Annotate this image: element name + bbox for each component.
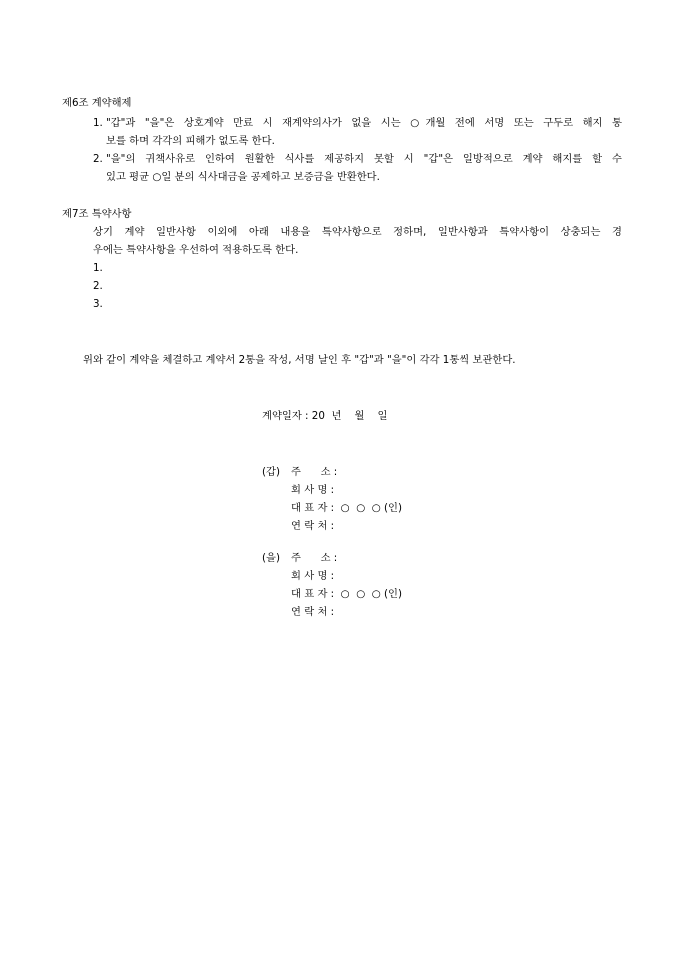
- party-a-contact: 연 락 처 :: [291, 520, 335, 532]
- party-a-company: 회 사 명 :: [291, 484, 335, 496]
- article6-item2-number: 2.: [93, 153, 103, 165]
- article7-para-line2: 우에는 특약사항을 우선하여 적용하도록 한다.: [93, 244, 299, 256]
- article6-item1-line2: 보를 하며 각각의 피해가 없도록 한다.: [106, 135, 275, 147]
- party-b-contact: 연 락 처 :: [291, 606, 335, 618]
- party-a-representative: 대 표 자 : ○ ○ ○ (인): [291, 502, 402, 514]
- article6-item2-line1: "을"의 귀책사유로 인하여 원활한 식사를 제공하지 못할 시 "갑"은 일방적으로 계약 해지를 할 수: [106, 153, 622, 165]
- article7-heading: 제7조 특약사항: [62, 208, 132, 220]
- article6-item2-line2: 있고 평균 ○일 분의 식사대금을 공제하고 보증금을 반환한다.: [106, 171, 380, 183]
- article6-item1-number: 1.: [93, 117, 103, 129]
- party-b-address: 주 소 :: [291, 552, 338, 564]
- article7-item-2: 2.: [93, 280, 103, 292]
- party-b-company: 회 사 명 :: [291, 570, 335, 582]
- party-b-representative: 대 표 자 : ○ ○ ○ (인): [291, 588, 402, 600]
- party-a-label: (갑): [262, 466, 280, 478]
- party-b-label: (을): [262, 552, 280, 564]
- article7-para-line1: 상기 계약 일반사항 이외에 아래 내용을 특약사항으로 정하며, 일반사항과 특약사항이 상충되는 경: [93, 226, 622, 238]
- closing-statement: 위와 같이 계약을 체결하고 계약서 2통을 작성, 서명 날인 후 "갑"과 "을"이 각각 1통씩 보관한다.: [83, 354, 516, 366]
- contract-date-line: 계약일자 : 20 년 월 일: [262, 410, 388, 422]
- party-a-address: 주 소 :: [291, 466, 338, 478]
- article6-heading: 제6조 계약해제: [62, 97, 132, 109]
- article7-item-1: 1.: [93, 262, 103, 274]
- article7-item-3: 3.: [93, 298, 103, 310]
- article6-item1-line1: "갑"과 "을"은 상호계약 만료 시 재계약의사가 없을 시는 ○개월 전에 서명 또는 구두로 해지 통: [106, 117, 622, 129]
